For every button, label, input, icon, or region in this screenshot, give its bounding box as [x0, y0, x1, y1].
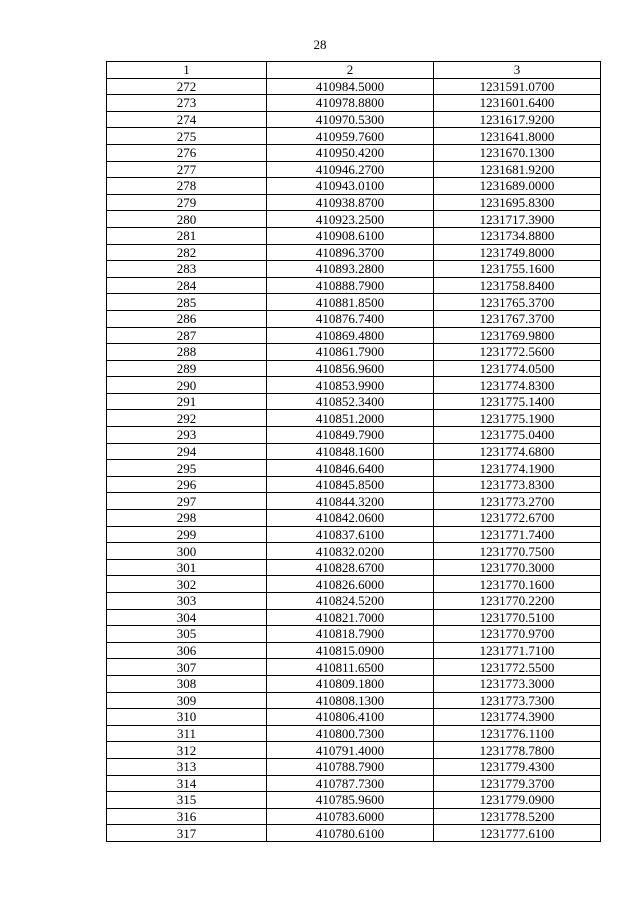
table-row — [107, 244, 601, 261]
y-coordinate-cell: 1231778.7800 — [434, 742, 601, 759]
y-coordinate-cell: 1231774.8300 — [434, 377, 601, 394]
table-row — [107, 427, 601, 444]
y-coordinate-cell: 1231601.6400 — [434, 95, 601, 112]
x-coordinate-cell: 410788.7900 — [267, 758, 434, 775]
table-row — [107, 609, 601, 626]
x-coordinate-cell: 410800.7300 — [267, 725, 434, 742]
y-coordinate-cell: 1231779.0900 — [434, 792, 601, 809]
table-row — [107, 626, 601, 643]
table-row — [107, 692, 601, 709]
x-coordinate-cell: 410881.8500 — [267, 294, 434, 311]
x-coordinate-cell: 410849.7900 — [267, 427, 434, 444]
point-number-cell: 272 — [107, 78, 267, 95]
x-coordinate-cell: 410853.9900 — [267, 377, 434, 394]
y-coordinate-cell: 1231774.3900 — [434, 709, 601, 726]
y-coordinate-cell: 1231772.5500 — [434, 659, 601, 676]
table-row — [107, 377, 601, 394]
point-number-cell: 273 — [107, 95, 267, 112]
x-coordinate-cell: 410780.6100 — [267, 825, 434, 842]
table-row — [107, 642, 601, 659]
point-number-cell: 276 — [107, 144, 267, 161]
y-coordinate-cell: 1231769.9800 — [434, 327, 601, 344]
point-number-cell: 305 — [107, 626, 267, 643]
point-number-cell: 282 — [107, 244, 267, 261]
point-number-cell: 294 — [107, 443, 267, 460]
y-coordinate-cell: 1231770.2200 — [434, 593, 601, 610]
table-row — [107, 144, 601, 161]
x-coordinate-cell: 410845.8500 — [267, 476, 434, 493]
y-coordinate-cell: 1231617.9200 — [434, 111, 601, 128]
table-row — [107, 161, 601, 178]
table-row — [107, 825, 601, 842]
y-coordinate-cell: 1231776.1100 — [434, 725, 601, 742]
table-row — [107, 194, 601, 211]
y-coordinate-cell: 1231772.6700 — [434, 510, 601, 527]
x-coordinate-cell: 410950.4200 — [267, 144, 434, 161]
y-coordinate-cell: 1231689.0000 — [434, 178, 601, 195]
x-coordinate-cell: 410791.4000 — [267, 742, 434, 759]
y-coordinate-cell: 1231771.7100 — [434, 642, 601, 659]
point-number-cell: 287 — [107, 327, 267, 344]
y-coordinate-cell: 1231695.8300 — [434, 194, 601, 211]
x-coordinate-cell: 410844.3200 — [267, 493, 434, 510]
table-row — [107, 559, 601, 576]
table-row — [107, 227, 601, 244]
table-row — [107, 360, 601, 377]
page-number: 28 — [313, 37, 327, 52]
y-coordinate-cell: 1231775.1400 — [434, 393, 601, 410]
point-number-cell: 308 — [107, 675, 267, 692]
y-coordinate-cell: 1231770.5100 — [434, 609, 601, 626]
table-row — [107, 277, 601, 294]
point-number-cell: 284 — [107, 277, 267, 294]
x-coordinate-cell: 410959.7600 — [267, 128, 434, 145]
coordinates-table — [106, 61, 601, 842]
point-number-cell: 275 — [107, 128, 267, 145]
y-coordinate-cell: 1231774.0500 — [434, 360, 601, 377]
point-number-cell: 309 — [107, 692, 267, 709]
table-row — [107, 792, 601, 809]
table-row — [107, 742, 601, 759]
column-header-2: 2 — [267, 62, 434, 79]
table-row — [107, 111, 601, 128]
table-row — [107, 211, 601, 228]
point-number-cell: 313 — [107, 758, 267, 775]
x-coordinate-cell: 410861.7900 — [267, 344, 434, 361]
table-row — [107, 526, 601, 543]
y-coordinate-cell: 1231779.4300 — [434, 758, 601, 775]
y-coordinate-cell: 1231773.8300 — [434, 476, 601, 493]
table-row — [107, 78, 601, 95]
x-coordinate-cell: 410876.7400 — [267, 310, 434, 327]
table-row — [107, 261, 601, 278]
x-coordinate-cell: 410851.2000 — [267, 410, 434, 427]
point-number-cell: 274 — [107, 111, 267, 128]
point-number-cell: 288 — [107, 344, 267, 361]
y-coordinate-cell: 1231773.3000 — [434, 675, 601, 692]
point-number-cell: 299 — [107, 526, 267, 543]
table-row — [107, 128, 601, 145]
y-coordinate-cell: 1231641.8000 — [434, 128, 601, 145]
x-coordinate-cell: 410938.8700 — [267, 194, 434, 211]
x-coordinate-cell: 410837.6100 — [267, 526, 434, 543]
y-coordinate-cell: 1231774.6800 — [434, 443, 601, 460]
point-number-cell: 297 — [107, 493, 267, 510]
x-coordinate-cell: 410846.6400 — [267, 460, 434, 477]
table-row — [107, 709, 601, 726]
x-coordinate-cell: 410970.5300 — [267, 111, 434, 128]
y-coordinate-cell: 1231758.8400 — [434, 277, 601, 294]
x-coordinate-cell: 410828.6700 — [267, 559, 434, 576]
table-row — [107, 576, 601, 593]
x-coordinate-cell: 410856.9600 — [267, 360, 434, 377]
y-coordinate-cell: 1231778.5200 — [434, 808, 601, 825]
x-coordinate-cell: 410783.6000 — [267, 808, 434, 825]
point-number-cell: 314 — [107, 775, 267, 792]
x-coordinate-cell: 410821.7000 — [267, 609, 434, 626]
point-number-cell: 298 — [107, 510, 267, 527]
table-row — [107, 310, 601, 327]
y-coordinate-cell: 1231775.1900 — [434, 410, 601, 427]
table-row — [107, 593, 601, 610]
point-number-cell: 280 — [107, 211, 267, 228]
y-coordinate-cell: 1231734.8800 — [434, 227, 601, 244]
column-header-1: 1 — [107, 62, 267, 79]
y-coordinate-cell: 1231591.0700 — [434, 78, 601, 95]
point-number-cell: 304 — [107, 609, 267, 626]
x-coordinate-cell: 410824.5200 — [267, 593, 434, 610]
point-number-cell: 300 — [107, 543, 267, 560]
table-header-row — [107, 62, 601, 79]
table-row — [107, 344, 601, 361]
table-row — [107, 410, 601, 427]
table-row — [107, 178, 601, 195]
x-coordinate-cell: 410888.7900 — [267, 277, 434, 294]
point-number-cell: 283 — [107, 261, 267, 278]
point-number-cell: 302 — [107, 576, 267, 593]
y-coordinate-cell: 1231770.3000 — [434, 559, 601, 576]
y-coordinate-cell: 1231681.9200 — [434, 161, 601, 178]
point-number-cell: 286 — [107, 310, 267, 327]
table-row — [107, 808, 601, 825]
x-coordinate-cell: 410848.1600 — [267, 443, 434, 460]
point-number-cell: 289 — [107, 360, 267, 377]
x-coordinate-cell: 410818.7900 — [267, 626, 434, 643]
x-coordinate-cell: 410869.4800 — [267, 327, 434, 344]
x-coordinate-cell: 410826.6000 — [267, 576, 434, 593]
y-coordinate-cell: 1231775.0400 — [434, 427, 601, 444]
x-coordinate-cell: 410984.5000 — [267, 78, 434, 95]
table-row — [107, 675, 601, 692]
point-number-cell: 278 — [107, 178, 267, 195]
point-number-cell: 277 — [107, 161, 267, 178]
y-coordinate-cell: 1231773.2700 — [434, 493, 601, 510]
y-coordinate-cell: 1231765.3700 — [434, 294, 601, 311]
point-number-cell: 290 — [107, 377, 267, 394]
point-number-cell: 291 — [107, 393, 267, 410]
point-number-cell: 285 — [107, 294, 267, 311]
x-coordinate-cell: 410806.4100 — [267, 709, 434, 726]
point-number-cell: 317 — [107, 825, 267, 842]
table-row — [107, 95, 601, 112]
y-coordinate-cell: 1231770.1600 — [434, 576, 601, 593]
table-row — [107, 725, 601, 742]
x-coordinate-cell: 410893.2800 — [267, 261, 434, 278]
table-row — [107, 327, 601, 344]
table-row — [107, 775, 601, 792]
table-row — [107, 543, 601, 560]
point-number-cell: 316 — [107, 808, 267, 825]
x-coordinate-cell: 410808.1300 — [267, 692, 434, 709]
point-number-cell: 293 — [107, 427, 267, 444]
x-coordinate-cell: 410842.0600 — [267, 510, 434, 527]
y-coordinate-cell: 1231717.3900 — [434, 211, 601, 228]
y-coordinate-cell: 1231779.3700 — [434, 775, 601, 792]
point-number-cell: 306 — [107, 642, 267, 659]
x-coordinate-cell: 410896.3700 — [267, 244, 434, 261]
point-number-cell: 296 — [107, 476, 267, 493]
point-number-cell: 279 — [107, 194, 267, 211]
x-coordinate-cell: 410852.3400 — [267, 393, 434, 410]
point-number-cell: 292 — [107, 410, 267, 427]
y-coordinate-cell: 1231770.9700 — [434, 626, 601, 643]
y-coordinate-cell: 1231670.1300 — [434, 144, 601, 161]
x-coordinate-cell: 410978.8800 — [267, 95, 434, 112]
x-coordinate-cell: 410923.2500 — [267, 211, 434, 228]
x-coordinate-cell: 410908.6100 — [267, 227, 434, 244]
table-row — [107, 659, 601, 676]
table-row — [107, 758, 601, 775]
y-coordinate-cell: 1231774.1900 — [434, 460, 601, 477]
point-number-cell: 311 — [107, 725, 267, 742]
table-body — [107, 78, 601, 841]
table-row — [107, 476, 601, 493]
x-coordinate-cell: 410815.0900 — [267, 642, 434, 659]
point-number-cell: 312 — [107, 742, 267, 759]
x-coordinate-cell: 410832.0200 — [267, 543, 434, 560]
x-coordinate-cell: 410943.0100 — [267, 178, 434, 195]
point-number-cell: 301 — [107, 559, 267, 576]
point-number-cell: 281 — [107, 227, 267, 244]
table-row — [107, 294, 601, 311]
point-number-cell: 303 — [107, 593, 267, 610]
y-coordinate-cell: 1231773.7300 — [434, 692, 601, 709]
x-coordinate-cell: 410946.2700 — [267, 161, 434, 178]
point-number-cell: 307 — [107, 659, 267, 676]
table-row — [107, 510, 601, 527]
table-row — [107, 393, 601, 410]
point-number-cell: 315 — [107, 792, 267, 809]
y-coordinate-cell: 1231749.8000 — [434, 244, 601, 261]
x-coordinate-cell: 410809.1800 — [267, 675, 434, 692]
x-coordinate-cell: 410785.9600 — [267, 792, 434, 809]
y-coordinate-cell: 1231770.7500 — [434, 543, 601, 560]
table-row — [107, 493, 601, 510]
x-coordinate-cell: 410811.6500 — [267, 659, 434, 676]
point-number-cell: 295 — [107, 460, 267, 477]
y-coordinate-cell: 1231772.5600 — [434, 344, 601, 361]
column-header-3: 3 — [434, 62, 601, 79]
table-row — [107, 460, 601, 477]
x-coordinate-cell: 410787.7300 — [267, 775, 434, 792]
y-coordinate-cell: 1231777.6100 — [434, 825, 601, 842]
point-number-cell: 310 — [107, 709, 267, 726]
y-coordinate-cell: 1231755.1600 — [434, 261, 601, 278]
table-row — [107, 443, 601, 460]
y-coordinate-cell: 1231771.7400 — [434, 526, 601, 543]
y-coordinate-cell: 1231767.3700 — [434, 310, 601, 327]
